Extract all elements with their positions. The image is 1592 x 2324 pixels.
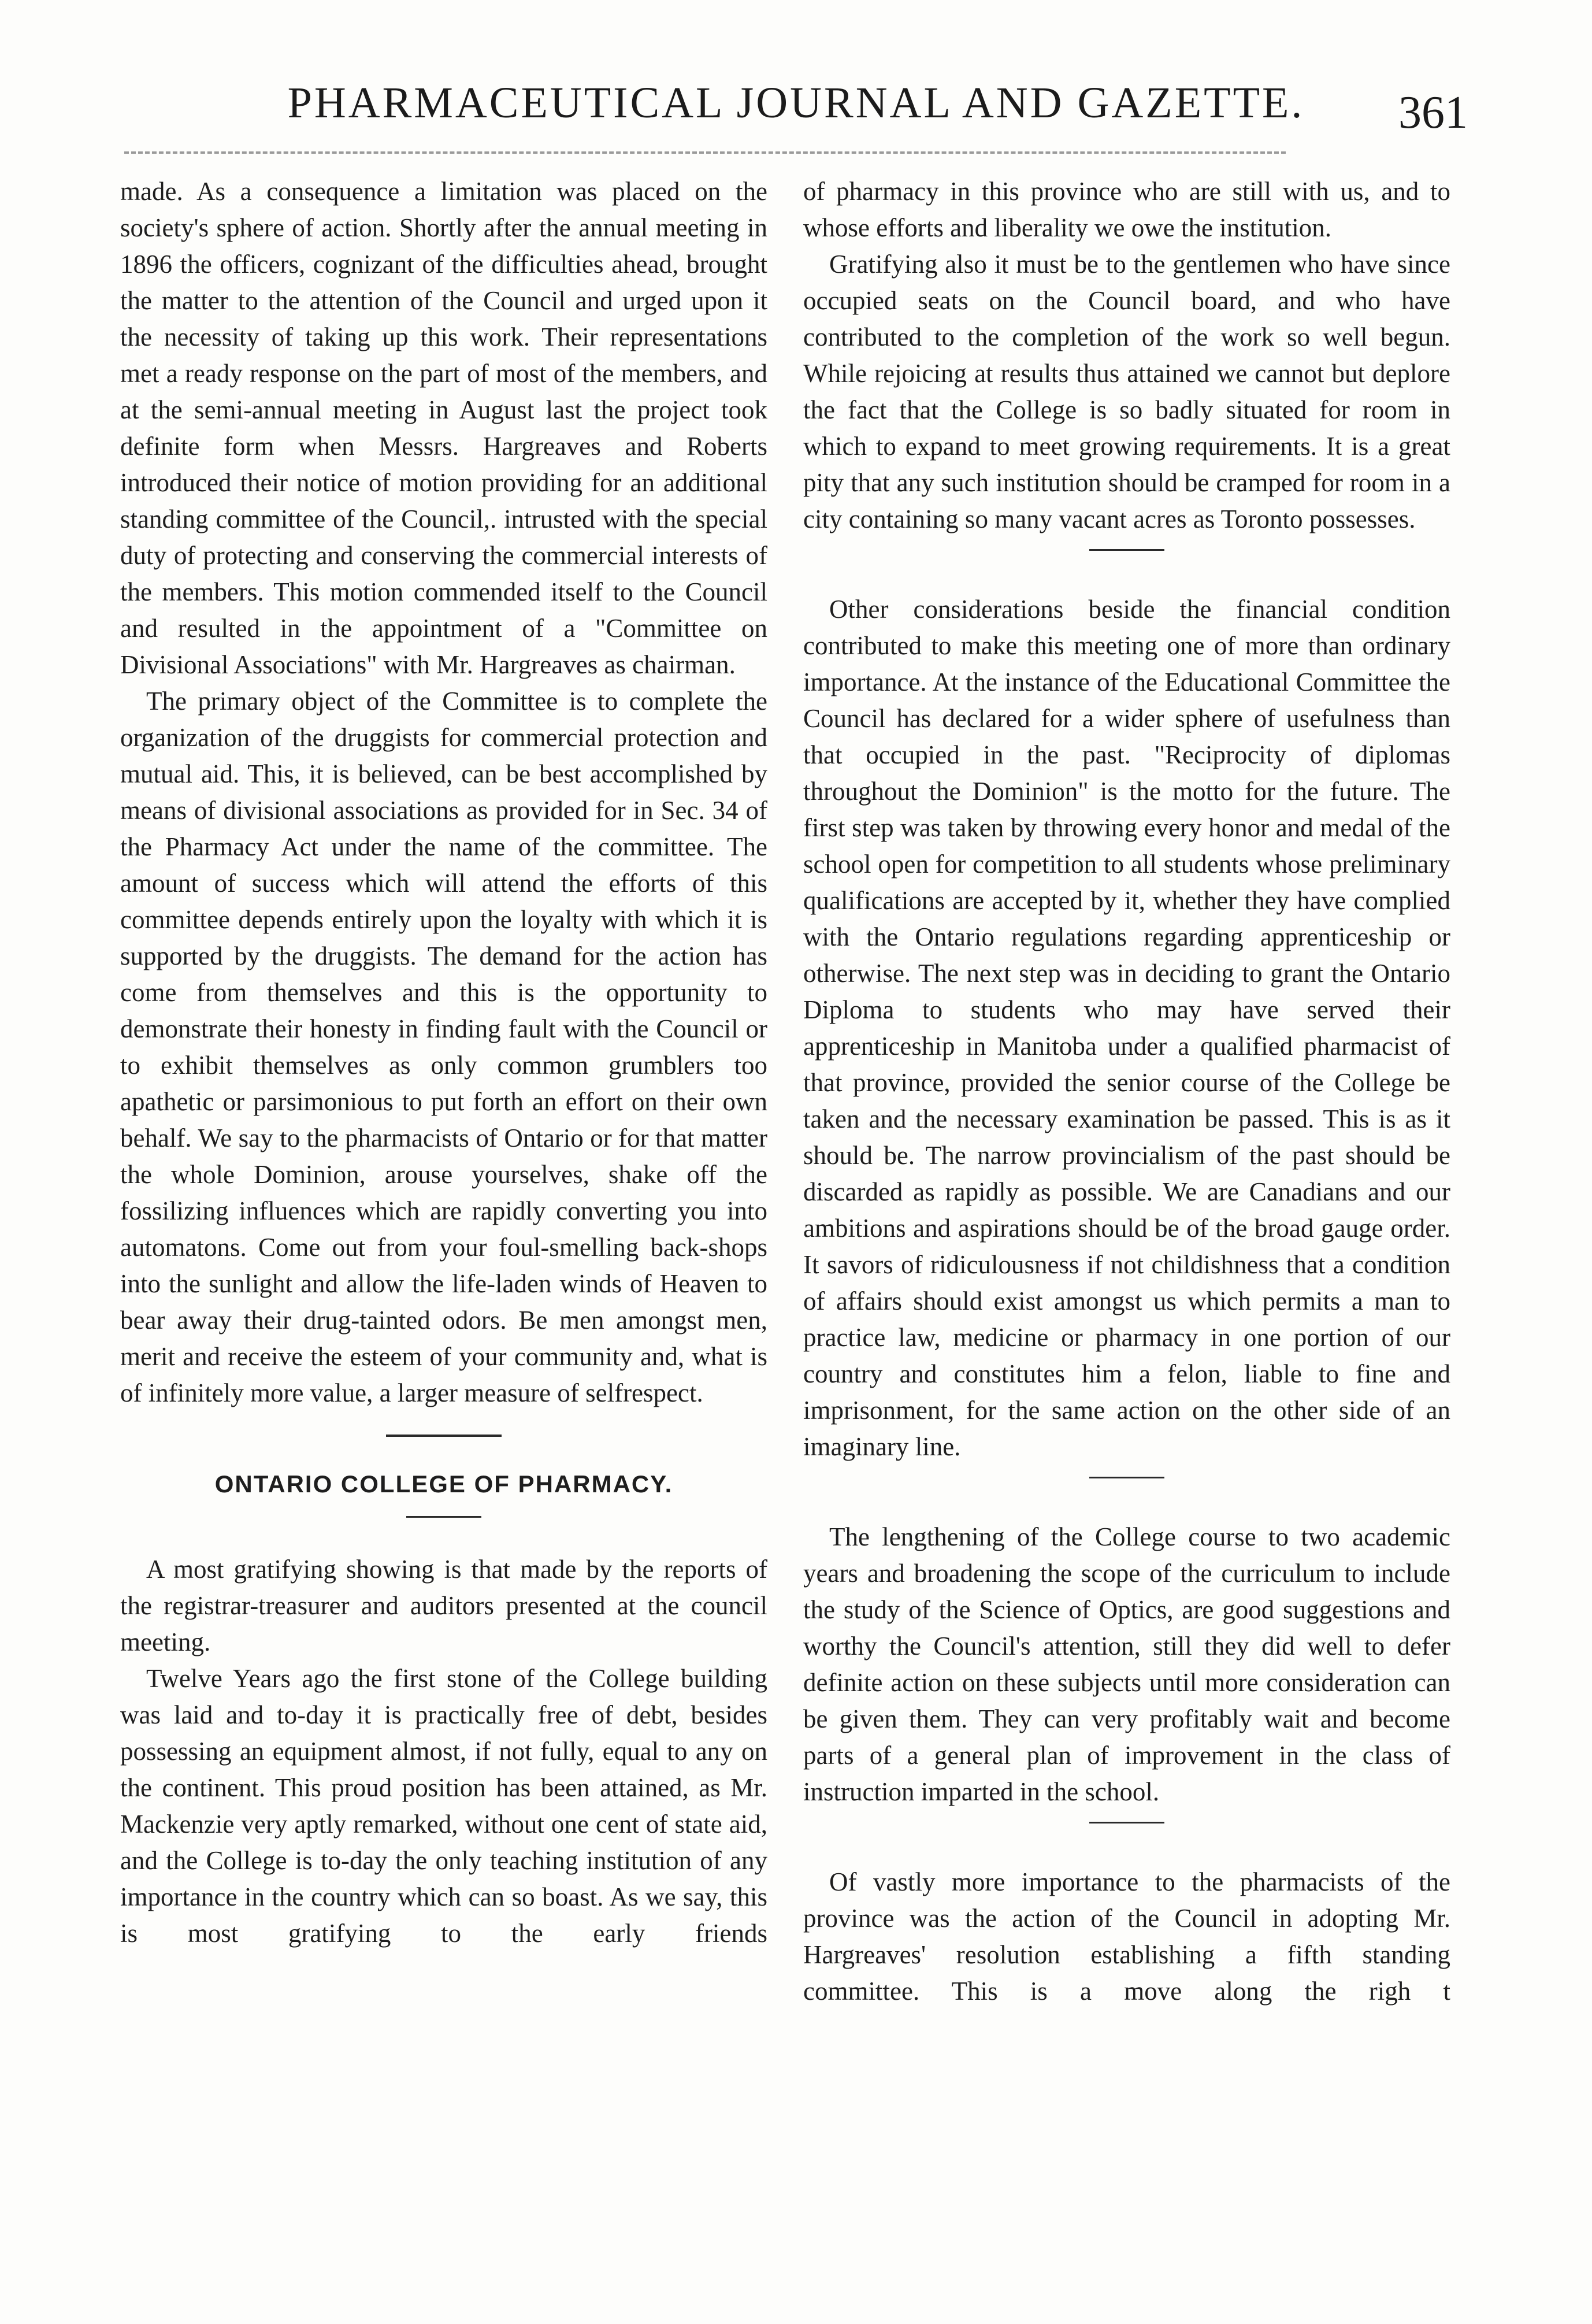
section-divider xyxy=(1089,1477,1164,1478)
paragraph: Gratifying also it must be to the gentlemen who have since occupied seats on the Council board, and who have contributed to the completion of the work so well begun. While rejoicing at results thus attained we cannot but deplore the fact that the College is so badly situated for room in which to expand to meet growing requirements. It is a great pity that any such institution should be cramped for room in a city containing so many vacant acres as Toronto possesses. xyxy=(803,250,1450,533)
heading-rule xyxy=(406,1516,481,1518)
section-divider xyxy=(386,1435,502,1437)
paragraph: Twelve Years ago the first stone of the College building was laid and to-day it is practically free of debt, besides possessing an equipment almost, if not fully, equal to any on the continent. This proud position has been attained, as Mr. Mackenzie very aptly remarked, without one cent of state aid, and the College is to-day the only teaching institution of any importance in the country which can so boast. As we say, this is most gratifying to the early friends xyxy=(120,1664,767,1948)
left-column xyxy=(120,173,767,2283)
paragraph: Other considerations beside the financial condition contributed to make this meeting one of more than ordinary importance. At the instance of the Educational Committee the Council has declared for a wider sphere of usefulness than that occupied in the past. "Reciprocity of diplomas throughout the Dominion" is the motto for the future. The first step was taken by throwing every honor and medal of the school open for competition to all students whose preliminary qualifications are accepted by it, whether they have complied with the Ontario regulations regarding apprenticeship or otherwise. The next step was in deciding to grant the Ontario Diploma to students who may have served their apprenticeship in Manitoba under a qualified pharmacist of that province, provided the senior course of the College be taken and the necessary examination be passed. This is as it should be. The narrow provincialism of the past should be discarded as rapidly as possible. We are Canadians and our ambitions and aspirations should be of the broad gauge order. It savors of ridiculousness if not childishness that a condition of affairs should exist amongst us which permits a man to practice law, medicine or pharmacy in one portion of our country and constitutes him a felon, liable to fine and imprisonment, for the same action on the other side of an imaginary line. xyxy=(803,595,1450,1461)
running-header-title: PHARMACEUTICAL JOURNAL AND GAZETTE. xyxy=(287,79,1305,127)
paragraph: Of vastly more importance to the pharmacists of the province was the action of the Council in adopting Mr. Hargreaves' resolution establishing a fifth standing committee. This is a move along the righ t xyxy=(803,1867,1450,2006)
paragraph: A most gratifying showing is that made by the reports of the registrar-treasurer and auditors presented at the council meeting. xyxy=(120,1555,767,1656)
section-divider xyxy=(1089,549,1164,551)
paragraph: of pharmacy in this province who are still with us, and to whose efforts and liberality we owe the institution. xyxy=(803,177,1450,242)
paragraph: The lengthening of the College course to two academic years and broadening the scope of the curriculum to include the study of the Science of Optics, are good suggestions and worthy the Council's attention, still they did well to defer definite action on these subjects until more consideration can be given them. They can very profitably wait and become parts of a general plan of improvement in the class of instruction imparted in the school. xyxy=(803,1522,1450,1806)
paragraph: The primary object of the Committee is to complete the organization of the druggists for commercial protection and mutual aid. This, it is believed, can be best accomplished by means of divisional associations as provided for in Sec. 34 of the Pharmacy Act under the name of the committee. The amount of success which will attend the efforts of this committee depends entirely upon the loyalty with which it is supported by the druggists. The demand for the action has come from themselves and this is the opportunity to demonstrate their honesty in finding fault with the Council or to exhibit themselves as only common grumblers too apathetic or parsimonious to put forth an effort on their own behalf. We say to the pharmacists of Ontario or for that matter the whole Dominion, arouse yourselves, shake off the fossilizing influences which are rapidly converting you into automatons. Come out from your foul-smelling back-shops into the sunlight and allow the life-laden winds of Heaven to bear away their drug-tainted odors. Be men amongst men, merit and receive the esteem of your community and, what is of infinitely more value, a larger measure of selfrespect. xyxy=(120,687,767,1407)
page-number: 361 xyxy=(1398,87,1468,138)
header-rule xyxy=(124,151,1286,154)
right-column xyxy=(803,173,1450,2283)
section-divider xyxy=(1089,1822,1164,1823)
paragraph: made. As a consequence a limitation was placed on the society's sphere of action. Shortly after the annual meeting in 1896 the officers, cognizant of the difficulties ahead, brought the matter to the attention of the Council and urged upon it the necessity of taking up this work. Their representations met a ready response on the part of most of the members, and at the semi-annual meeting in August last the project took definite form when Messrs. Hargreaves and Roberts introduced their notice of motion providing for an additional standing committee of the Council,. intrusted with the special duty of protecting and conserving the commercial interests of the members. This motion commended itself to the Council and resulted in the appointment of a "Committee on Divisional Associations" with Mr. Hargreaves as chairman. xyxy=(120,177,767,679)
section-heading: ONTARIO COLLEGE OF PHARMACY. xyxy=(214,1470,673,1498)
